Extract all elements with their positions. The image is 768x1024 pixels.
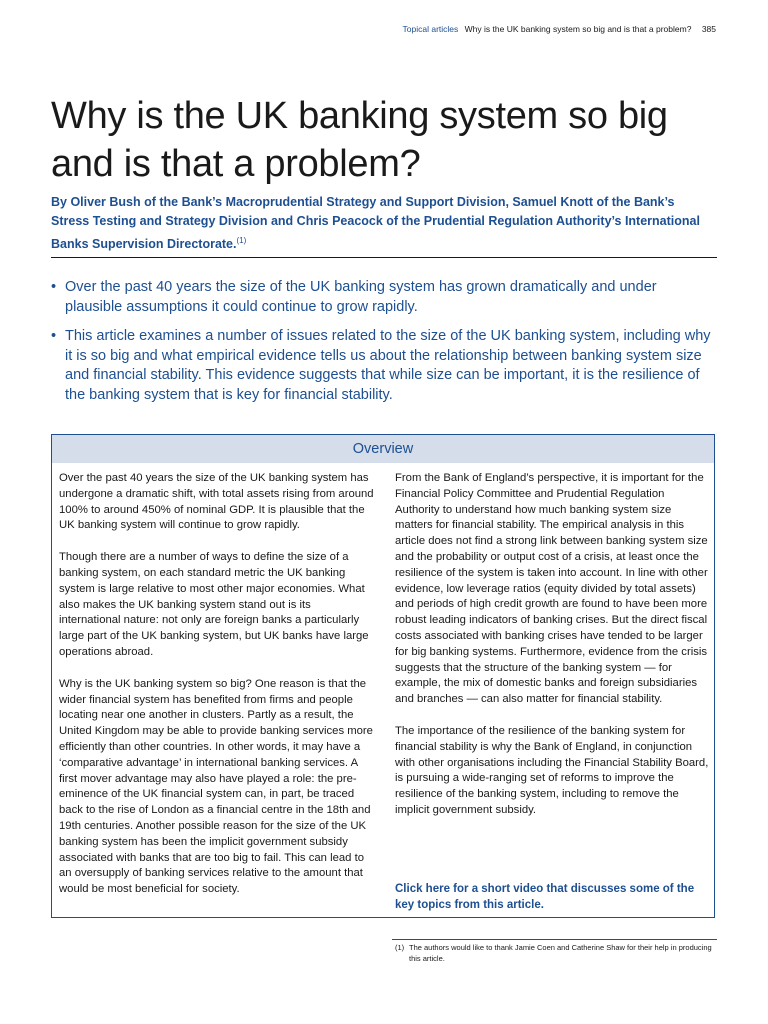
overview-paragraph: The importance of the resilience of the banking system for financial stability is why the Bank of England, in conjunction with other organisations including the Financial Stability Board, is pursuing a wide-ranging set of reforms to improve the resilience of the banking system, including to remove the implicit government subsidy. <box>395 724 709 816</box>
byline-text: By Oliver Bush of the Bank’s Macroprudential Strategy and Support Division, Samuel Knott of the Bank’s Stress Testing and Strategy Division and Chris Peacock of the Prudential Regulation Authority’s International Banks Supervision Directorate. <box>51 195 700 251</box>
overview-paragraph: Why is the UK banking system so big? One reason is that the wider financial system has benefited from firms and people locating near one another in clusters. Partly as a result, the United Kingdom may be able to provide banking services more efficiently than other countries. In other words, it may have a ‘comparative advantage’ in international banking services. A first mover advantage may also have played a role: the pre-eminence of the UK financial system can, in part, be traced back to the rise of London as a financial centre in the 18th and 19th centuries. Another possible reason for the size of the UK banking system has been the implicit government subsidy associated with banks that are too big to fail. This can lead to an oversupply of banking services relative to the amount that would be most beneficial for society. <box>59 677 373 896</box>
overview-right-column <box>395 471 711 835</box>
bullet-icon: • <box>51 279 57 295</box>
page-number: 385 <box>701 24 716 34</box>
overview-heading: Overview <box>52 435 714 463</box>
title-divider <box>51 257 717 258</box>
summary-text: This article examines a number of issues related to the size of the UK banking system, including why it is so big and what empirical evidence tells us about the relationship between banking system size and financial stability. This evidence suggests that while size can be important, it is the resilience of the banking system that is key for financial stability. <box>65 328 711 403</box>
overview-paragraph: Though there are a number of ways to define the size of a banking system, on each standard metric the UK banking system is large relative to most other major economies. What also makes the UK banking system stand out is its international nature: not only are foreign banks a particularly large part of the UK banking system, but UK banks have large operations abroad. <box>59 551 369 658</box>
overview-paragraph: From the Bank of England’s perspective, it is important for the Financial Policy Committee and Prudential Regulation Authority to understand how much banking system size matters for financial stability. The empirical analysis in this article does not find a strong link between banking system size and the probability or output cost of a crisis, at least once the resilience of the system is taken into account. In line with other evidence, low leverage ratios (equity divided by total assets) and periods of high credit growth are found to have been more robust leading indicators of banking crises. But the direct fiscal costs associated with banking crises have tended to be larger for big banking systems. Furthermore, evidence from the crisis suggests that the structure of the banking system — for example, the mix of domestic banks and foreign subsidiaries and branches — can also matter for financial stability. <box>395 472 708 706</box>
video-link[interactable]: Click here for a short video that discusses some of the key topics from this article. <box>395 883 695 911</box>
article-title: Why is the UK banking system so big and is that a problem? <box>51 95 668 185</box>
summary-list <box>51 278 717 415</box>
overview-box <box>51 434 715 918</box>
running-title: Why is the UK banking system so big and is that a problem? <box>464 24 692 34</box>
overview-paragraph: Over the past 40 years the size of the UK banking system has undergone a dramatic shift, with total assets rising from around 100% to around 450% of nominal GDP. It is plausible that the UK banking system will continue to grow rapidly. <box>59 472 374 532</box>
section-label[interactable]: Topical articles <box>402 24 459 34</box>
footnote-text: The authors would like to thank Jamie Coen and Catherine Shaw for their help in producing this article. <box>409 943 712 963</box>
bullet-icon: • <box>51 328 57 344</box>
footnote <box>395 942 715 964</box>
summary-item <box>51 278 717 317</box>
summary-item <box>51 327 717 405</box>
footnote-divider <box>392 939 717 940</box>
footnote-marker: (1) <box>395 943 405 952</box>
byline-footnote-marker[interactable]: (1) <box>236 236 247 245</box>
byline <box>51 193 716 254</box>
running-header <box>403 24 716 34</box>
overview-left-column <box>59 471 375 914</box>
summary-text: Over the past 40 years the size of the UK banking system has grown dramatically and under plausible assumptions it could continue to grow rapidly. <box>65 279 657 315</box>
